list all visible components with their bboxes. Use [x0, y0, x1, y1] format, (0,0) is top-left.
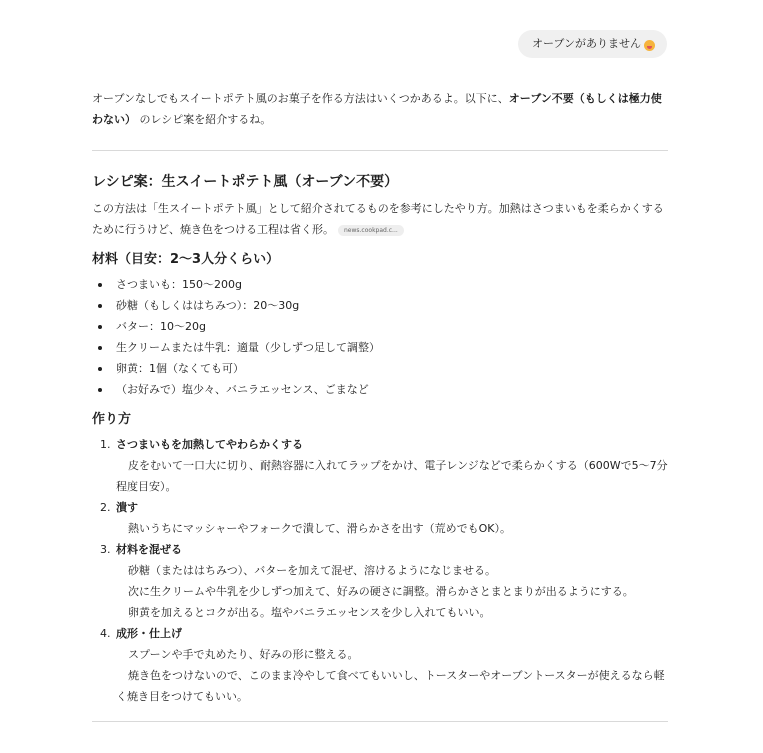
step-number: 3.	[100, 543, 111, 556]
ingredients-heading: 材料（目安：2〜3人分くらい）	[92, 252, 280, 267]
steps-list	[92, 434, 668, 707]
ingredient-item: 砂糖（もしくははちみつ）：20〜30g	[116, 295, 668, 316]
step-number: 1.	[100, 438, 111, 451]
step-detail: 砂糖（またははちみつ）、バターを加えて混ぜ、溶けるようになじませる。	[128, 564, 496, 577]
step-detail: 卵黄を加えるとコクが出る。塩やバニラエッセンスを少し入れてもいい。	[128, 606, 491, 619]
step-title: さつまいもを加熱してやわらかくする	[116, 438, 303, 451]
step-detail: 熱いうちにマッシャーやフォークで潰して、滑らかさを出す（荒めでもOK）。	[128, 522, 511, 535]
hot-face-emoji-icon	[644, 40, 655, 51]
ingredient-item: 卵黄：1個（なくても可）	[116, 358, 668, 379]
intro-paragraph	[92, 88, 668, 130]
step-detail: スプーンや手で丸めたり、好みの形に整える。	[128, 648, 359, 661]
steps-heading: 作り方	[92, 412, 132, 427]
intro-text: オーブンなしでもスイートポテト風のお菓子を作る方法はいくつかあるよ。以下に、	[92, 92, 509, 105]
ingredients-list	[92, 274, 668, 400]
ingredient-item: さつまいも：150〜200g	[116, 274, 668, 295]
step-detail: 焼き色をつけないので、このまま冷やして食べてもいいし、トースターやオーブントースターが使えるなら軽く焼き目をつけてもいい。	[116, 669, 665, 703]
ingredient-item: 生クリームまたは牛乳：適量（少しずつ足して調整）	[116, 337, 668, 358]
ingredient-item: （お好みで）塩少々、バニラエッセンス、ごまなど	[116, 379, 668, 400]
intro-bold: オーブン不要（もしくは極力使わない）	[92, 92, 662, 126]
recipe-description	[92, 198, 668, 240]
recipe-description-text: この方法は「生スイートポテト風」として紹介されてるものを参考にしたやり方。加熱はさつまいもを柔らかくするために行うけど、焼き色をつける工程は省く形。	[92, 202, 664, 236]
recipe-title: レシピ案：生スイートポテト風（オーブン不要）	[92, 174, 399, 190]
intro-text-after: のレシピ案を紹介するね。	[136, 113, 272, 126]
step-title: 成形・仕上げ	[116, 627, 182, 640]
user-message-bubble	[518, 30, 667, 58]
ingredient-item: バター：10〜20g	[116, 316, 668, 337]
bottom-divider	[92, 721, 668, 722]
assistant-response	[92, 88, 668, 722]
step-title: 潰す	[116, 501, 138, 514]
step-item	[100, 539, 668, 623]
step-number: 2.	[100, 501, 111, 514]
step-title: 材料を混ぜる	[116, 543, 182, 556]
user-message-text: オーブンがありません	[531, 37, 641, 50]
source-link-chip[interactable]: news.cookpad.c...	[338, 225, 404, 236]
step-item	[100, 623, 668, 707]
step-item	[100, 497, 668, 539]
step-number: 4.	[100, 627, 111, 640]
step-detail: 皮をむいて一口大に切り、耐熱容器に入れてラップをかけ、電子レンジなどで柔らかくする（600Wで5〜7分程度目安）。	[116, 459, 668, 493]
step-detail: 次に生クリームや牛乳を少しずつ加えて、好みの硬さに調整。滑らかさとまとまりが出るようにする。	[128, 585, 634, 598]
divider	[92, 150, 668, 151]
step-item	[100, 434, 668, 497]
